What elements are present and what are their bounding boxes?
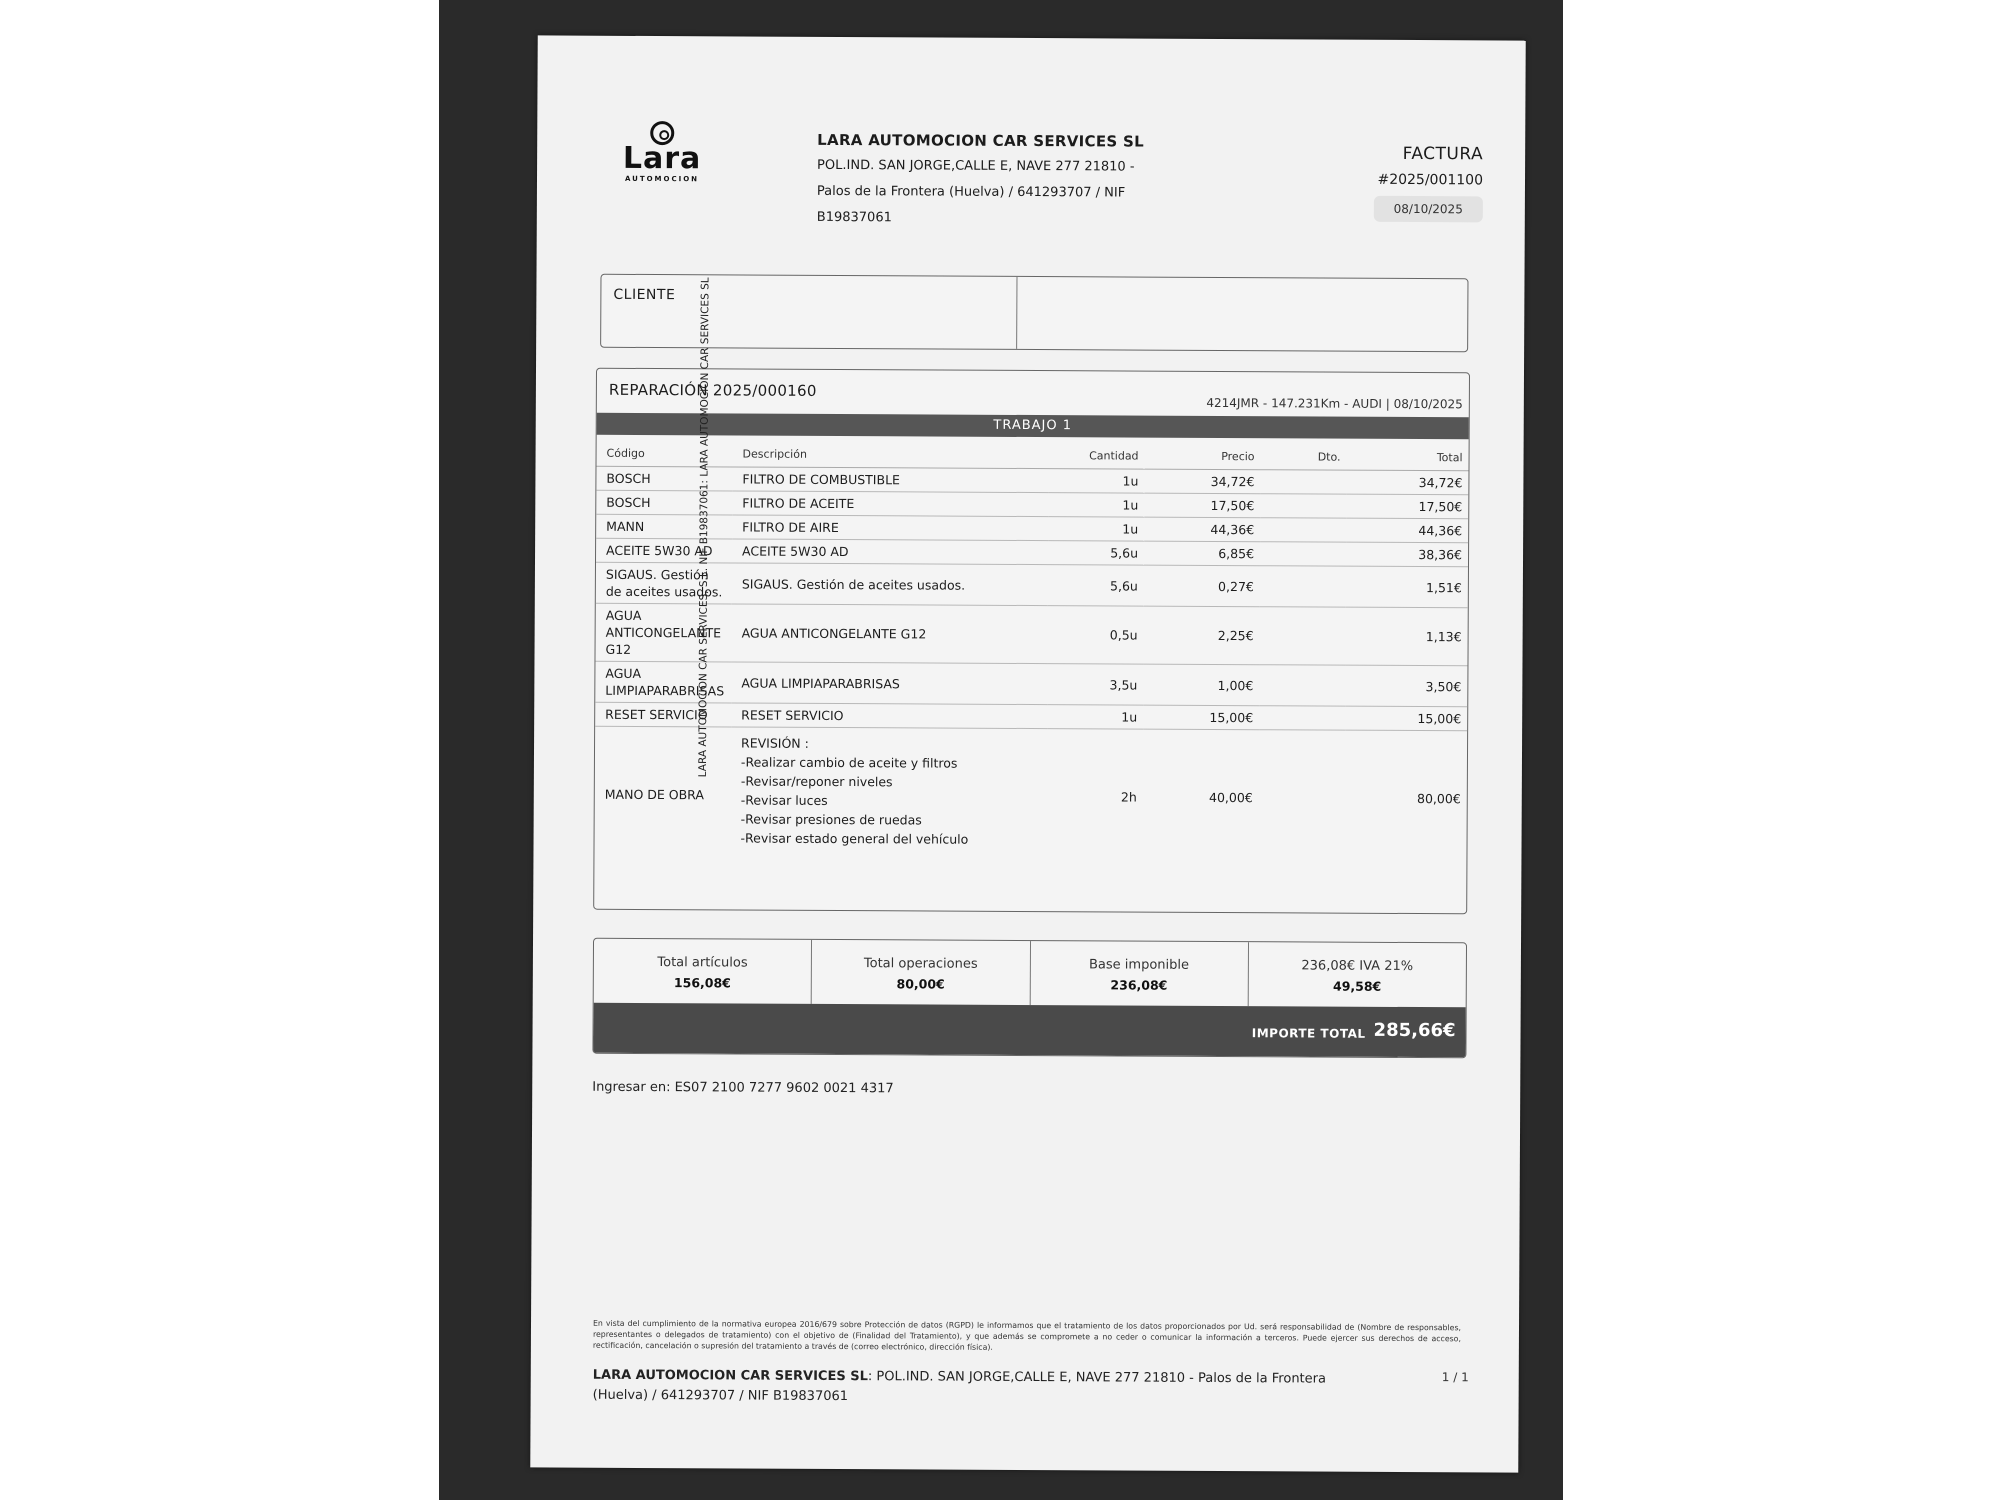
labor-discount <box>1258 730 1345 865</box>
page-number: 1 / 1 <box>1441 1370 1469 1385</box>
footer-company <box>593 1366 1353 1410</box>
totals-cells <box>594 939 1466 1008</box>
item-total: 1,13€ <box>1345 607 1467 666</box>
vehicle-info: 4214JMR - 147.231Km - AUDI | 08/10/2025 <box>1206 395 1463 412</box>
item-total: 17,50€ <box>1346 494 1468 519</box>
item-discount <box>1259 665 1345 706</box>
legal-notice: En vista del cumplimiento de la normativa europea 2016/679 sobre Protección de datos (RGPD) le informamos que el tratamiento de los datos proporcionados por Ud. será responsabilidad de (Nombre de responsables, representantes o delegados de tratamiento) con el objetivo de (Finalidad del Tratamiento), y que además se compromete a no ceder o comunicar la información a terceros. Puede ejercer sus derechos de acceso, rectificación, cancelación o supresión del tratamiento a través de (correo electrónico, dirección física). <box>592 1318 1462 1352</box>
item-description: AGUA LIMPIAPARABRISAS <box>731 662 1047 705</box>
company-address-1: POL.IND. SAN JORGE,CALLE E, NAVE 277 21810 - <box>817 157 1135 175</box>
item-code: SIGAUS. Gestión de aceites usados. <box>596 562 732 604</box>
item-total: 3,50€ <box>1345 665 1467 707</box>
repair-box <box>593 368 1470 915</box>
labor-description <box>730 727 1047 863</box>
item-price: 2,25€ <box>1143 606 1259 665</box>
item-total: 34,72€ <box>1346 470 1468 495</box>
labor-line: -Revisar estado general del vehículo <box>740 830 969 847</box>
totals-box <box>592 938 1467 1059</box>
payment-iban: Ingresar en: ES07 2100 7277 9602 0021 4317 <box>592 1079 894 1097</box>
item-total: 44,36€ <box>1346 518 1468 543</box>
item-quantity: 5,6u <box>1048 565 1144 607</box>
labor-price: 40,00€ <box>1208 789 1253 805</box>
logo-subtitle: AUTOMOCION <box>624 174 700 184</box>
item-price: 34,72€ <box>1144 469 1260 494</box>
item-description: RESET SERVICIO <box>731 703 1047 729</box>
grand-total-label: IMPORTE TOTAL <box>1251 1026 1366 1041</box>
header-price: Precio <box>1144 440 1260 470</box>
labor-quantity: 2h <box>1120 788 1137 805</box>
labor-line: -Realizar cambio de aceite y filtros <box>740 754 958 771</box>
iva-label: 236,08€ IVA 21% <box>1301 958 1414 975</box>
grand-total-bar <box>593 1003 1465 1058</box>
item-price: 6,85€ <box>1144 541 1260 566</box>
header-total: Total <box>1346 441 1468 471</box>
footer-address: : POL.IND. SAN JORGE,CALLE E, NAVE 277 21810 - Palos de la Frontera (Huelva) / 641293707 / NIF B19837061 <box>592 1369 1327 1405</box>
items-table <box>594 437 1468 866</box>
table-row <box>595 603 1467 666</box>
company-name: LARA AUTOMOCION CAR SERVICES SL <box>817 130 1145 151</box>
item-discount <box>1260 518 1346 542</box>
item-code: RESET SERVICIO <box>595 702 731 727</box>
job-bar: TRABAJO 1 <box>597 413 1469 440</box>
side-vertical-text: LARA AUTOMOCION CAR SERVICES, S.L. NIF B19837061: LARA AUTOMOCION CAR SERVICES SL <box>696 277 712 778</box>
item-discount <box>1260 470 1346 494</box>
table-row <box>596 562 1468 608</box>
item-description: ACEITE 5W30 AD <box>732 539 1048 565</box>
item-discount <box>1260 566 1346 607</box>
repair-title: REPARACIÓN 2025/000160 <box>608 380 817 400</box>
header-code: Código <box>597 437 733 467</box>
table-header-row <box>597 437 1469 471</box>
item-price: 17,50€ <box>1144 493 1260 518</box>
item-quantity: 5,6u <box>1048 541 1144 566</box>
labor-line: -Revisar/reponer niveles <box>740 773 893 790</box>
grand-total-value: 285,66€ <box>1373 1019 1456 1042</box>
item-description: FILTRO DE ACEITE <box>732 491 1048 517</box>
total-operations-value: 80,00€ <box>896 976 945 992</box>
labor-row <box>594 726 1467 865</box>
client-divider <box>1016 277 1017 349</box>
tax-base-value: 236,08€ <box>1110 977 1168 993</box>
company-info <box>817 127 1158 233</box>
iva-value: 49,58€ <box>1332 978 1382 994</box>
total-articles-value: 156,08€ <box>673 975 731 991</box>
invoice-number: #2025/001100 <box>1377 171 1484 189</box>
invoice-label: FACTURA <box>1402 143 1484 165</box>
item-quantity: 0,5u <box>1047 606 1143 665</box>
header-discount: Dto. <box>1260 440 1346 470</box>
item-description: AGUA ANTICONGELANTE G12 <box>731 604 1047 664</box>
client-label: CLIENTE <box>613 286 676 304</box>
item-quantity: 1u <box>1048 493 1144 518</box>
item-quantity: 1u <box>1047 705 1143 730</box>
table-row <box>595 661 1467 707</box>
iva <box>1248 942 1466 1007</box>
header-description: Descripción <box>732 437 1048 468</box>
tax-base-label: Base imponible <box>1088 957 1190 973</box>
item-code: AGUA LIMPIAPARABRISAS <box>595 661 731 703</box>
item-discount <box>1259 706 1345 730</box>
item-total: 15,00€ <box>1345 706 1467 731</box>
tax-base <box>1030 941 1249 1006</box>
item-description: SIGAUS. Gestión de aceites usados. <box>732 563 1048 606</box>
item-total: 1,51€ <box>1346 566 1468 608</box>
item-description: FILTRO DE AIRE <box>732 515 1048 541</box>
item-discount <box>1259 607 1345 665</box>
company-address-3: B19837061 <box>816 209 892 226</box>
labor-total: 80,00€ <box>1416 790 1461 806</box>
item-description: FILTRO DE COMBUSTIBLE <box>732 467 1048 493</box>
item-discount <box>1260 542 1346 566</box>
item-price: 0,27€ <box>1144 565 1260 607</box>
item-total: 38,36€ <box>1346 542 1468 567</box>
invoice-header <box>1374 144 1484 223</box>
item-code: BOSCH <box>596 490 732 515</box>
labor-code: MANO DE OBRA <box>604 786 704 802</box>
header-quantity: Cantidad <box>1048 439 1144 469</box>
item-discount <box>1260 494 1346 518</box>
total-operations <box>812 940 1031 1005</box>
invoice-document <box>530 35 1525 1472</box>
item-price: 1,00€ <box>1143 664 1259 706</box>
item-code: BOSCH <box>596 466 732 491</box>
client-box <box>600 274 1468 353</box>
item-quantity: 3,5u <box>1047 664 1143 706</box>
logo-wordmark: Lara <box>622 140 702 177</box>
item-code: MANN <box>596 514 732 539</box>
total-operations-label: Total operaciones <box>863 956 978 972</box>
labor-line: -Revisar luces <box>740 792 828 808</box>
item-price: 44,36€ <box>1144 517 1260 542</box>
company-address-2: Palos de la Frontera (Huelva) / 641293707 / NIF <box>816 183 1126 201</box>
item-quantity: 1u <box>1048 469 1144 494</box>
labor-line: REVISIÓN : <box>741 735 809 751</box>
total-articles-label: Total artículos <box>657 955 748 971</box>
company-logo <box>612 121 722 188</box>
item-code: AGUA ANTICONGELANTE G12 <box>595 603 731 662</box>
total-articles <box>594 939 813 1004</box>
footer-company-name: LARA AUTOMOCION CAR SERVICES SL <box>592 1367 868 1385</box>
labor-line: -Revisar presiones de ruedas <box>740 811 922 828</box>
item-quantity: 1u <box>1048 517 1144 542</box>
item-price: 15,00€ <box>1143 705 1259 730</box>
item-code: ACEITE 5W30 AD <box>596 538 732 563</box>
invoice-date: 08/10/2025 <box>1374 196 1483 223</box>
